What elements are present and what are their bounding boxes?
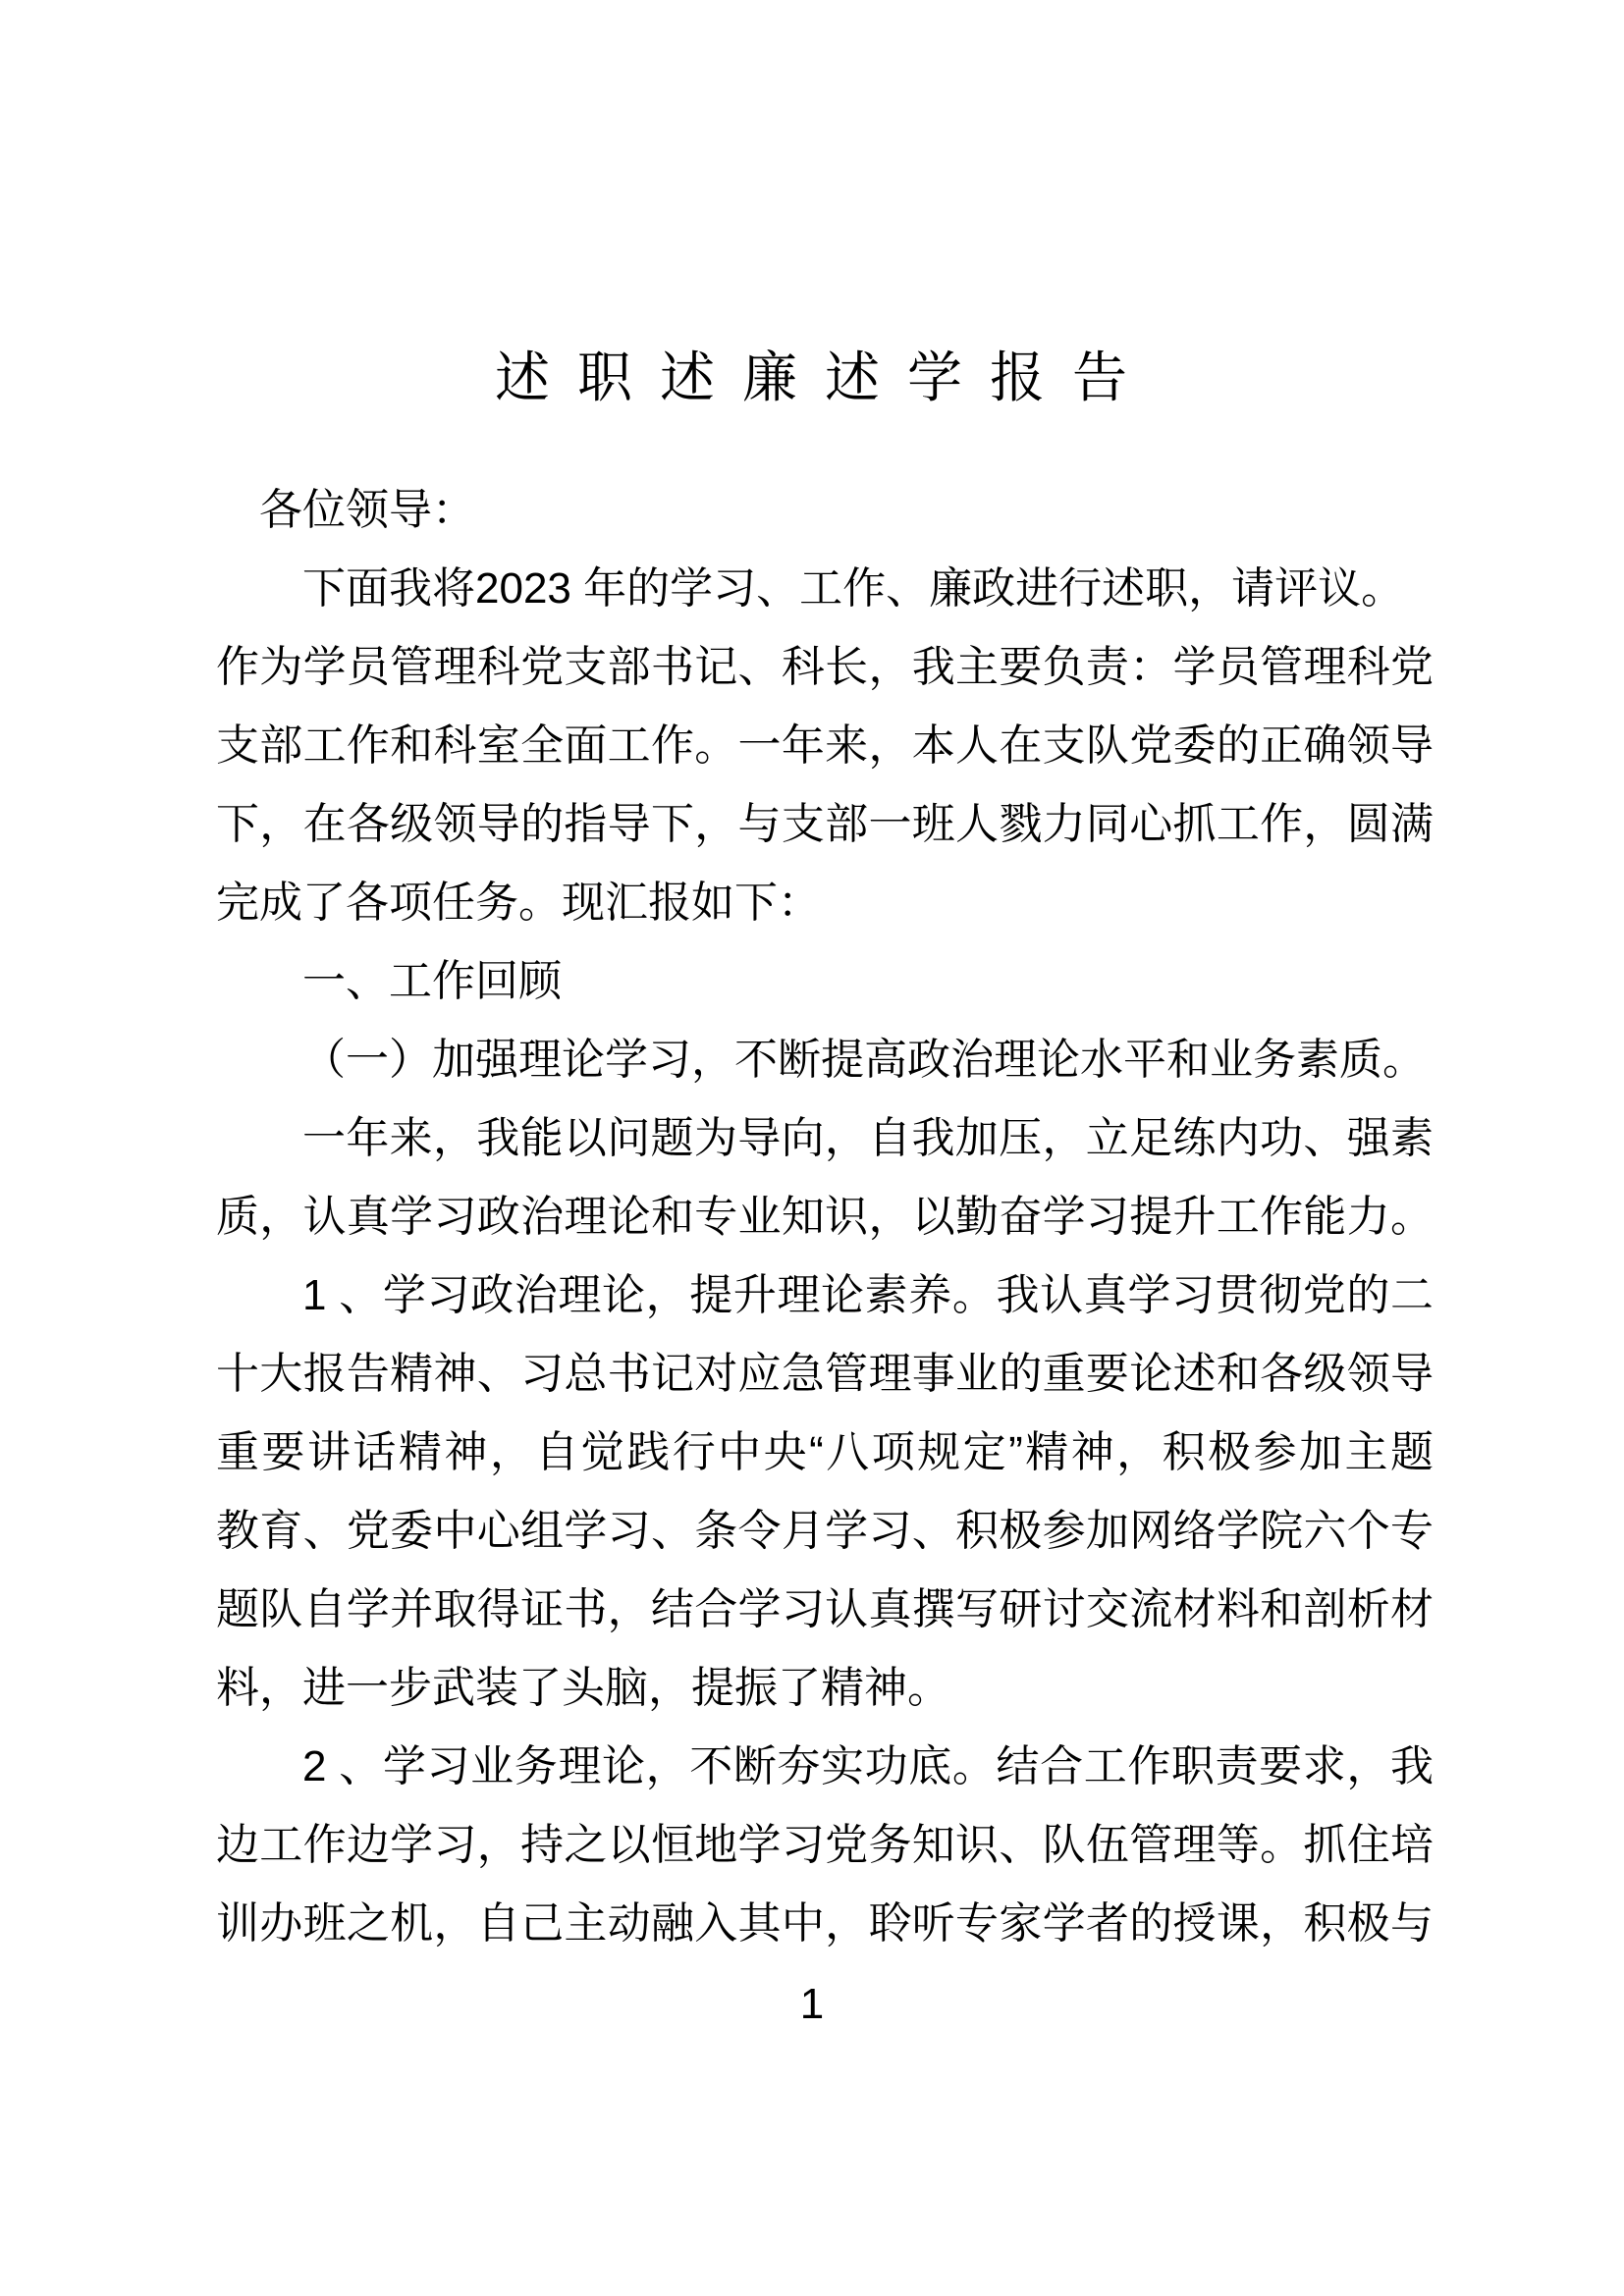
text-line: 训办班之机，自己主动融入其中，聆听专家学者的授课，积极与 xyxy=(216,1899,1434,1948)
text-line: 质，认真学习政治理论和专业知识，以勤奋学习提升工作能力。 xyxy=(216,1193,1434,1241)
page-number: 1 xyxy=(799,1980,825,2028)
text-line: 作为学员管理科党支部书记、科长，我主要负责：学员管理科党 xyxy=(216,643,1434,691)
text-line: 1 、学习政治理论，提升理论素养。我认真学习贯彻党的二 xyxy=(302,1271,1434,1319)
page-footer xyxy=(0,1965,1624,2044)
text-line: 完成了各项任务。现汇报如下： xyxy=(216,879,821,927)
section-heading: 一、工作回顾 xyxy=(302,957,562,1005)
text-line: 题队自学并取得证书，结合学习认真撰写研讨交流材料和剖析材 xyxy=(216,1585,1434,1633)
text-line: 十大报告精神、习总书记对应急管理事业的重要论述和各级领导 xyxy=(216,1350,1434,1398)
text-line: 边工作边学习，持之以恒地学习党务知识、队伍管理等。抓住培 xyxy=(216,1821,1434,1869)
text-line: 重要讲话精神，自觉践行中央“八项规定”精神，积极参加主题 xyxy=(216,1428,1434,1476)
text-line: 料，进一步武装了头脑，提振了精神。 xyxy=(216,1664,950,1712)
text-line: 支部工作和科室全面工作。一年来，本人在支队党委的正确领导 xyxy=(216,721,1434,770)
subsection-heading: （一）加强理论学习，不断提高政治理论水平和业务素质。 xyxy=(302,1036,1426,1084)
document-body xyxy=(216,471,1434,1963)
text-line: 下，在各级领导的指导下，与支部一班人戮力同心抓工作，圆满 xyxy=(216,800,1434,848)
text-line: 2 、学习业务理论，不断夯实功底。结合工作职责要求，我 xyxy=(302,1742,1434,1790)
document-title: 述职述廉述学报告 xyxy=(495,347,1155,408)
text-line: 教育、党委中心组学习、条令月学习、积极参加网络学院六个专 xyxy=(216,1507,1434,1555)
text-line: 下面我将2023 年的学习、工作、廉政进行述职，请评议。 xyxy=(302,564,1405,613)
text-line-salutation: 各位领导： xyxy=(259,486,475,534)
text-line: 一年来，我能以问题为导向，自我加压，立足练内功、强素 xyxy=(302,1114,1434,1162)
